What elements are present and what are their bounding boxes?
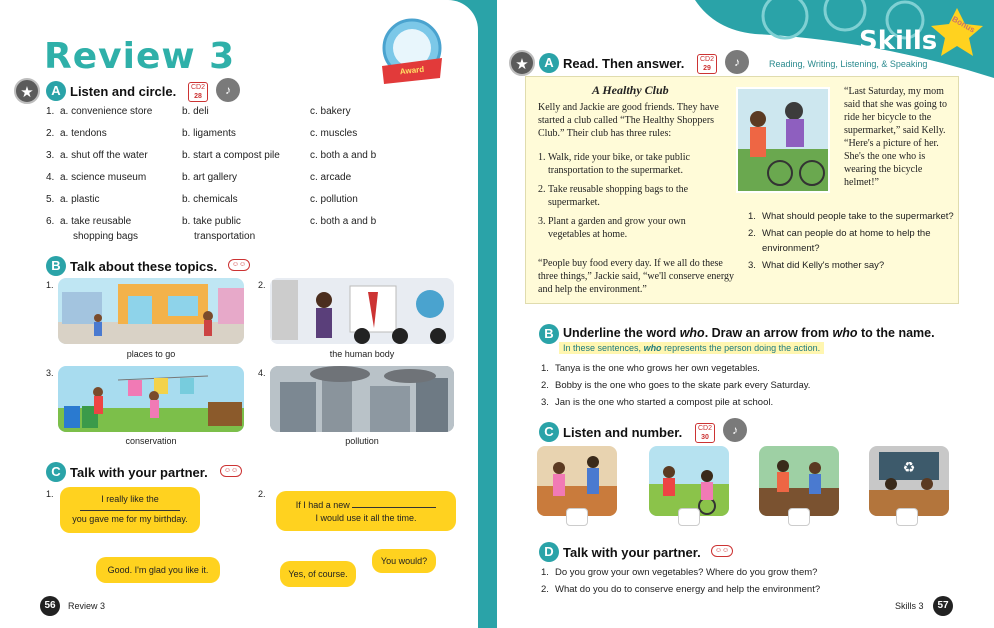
page-number: 57 — [933, 596, 953, 616]
topic-1-caption: places to go — [126, 349, 176, 359]
rule-num: 3. — [538, 216, 546, 227]
question-text: What did Kelly's mother say? — [762, 260, 885, 271]
choice-number: 1. — [46, 106, 55, 117]
choice-number: 2. — [46, 128, 55, 139]
section-d-letter: D — [539, 542, 559, 562]
topic-2-caption: the human body — [329, 349, 395, 359]
section-b-title: Talk about these topics. — [70, 259, 218, 274]
note-part: represents the person doing the action. — [661, 343, 821, 353]
section-b-letter: B — [46, 256, 66, 276]
rule-text: Take reusable shopping bags to the supermarket. — [548, 184, 689, 208]
grammar-note — [559, 342, 824, 354]
speaker-icon[interactable]: ♪ — [723, 418, 747, 442]
sentence-text: Tanya is the one who grows her own vegetables. — [555, 363, 760, 374]
choice-b[interactable]: b. chemicals — [182, 194, 238, 205]
choice-b[interactable]: b. deli — [182, 106, 209, 117]
choice-a[interactable]: a. plastic — [60, 194, 100, 205]
listen-scene-3 — [759, 446, 839, 516]
choice-b-cont: transportation — [194, 231, 256, 242]
story-quote: “People buy food every day. If we all do these three things,” Jackie said, “we'll conserve energy and help the environment.” — [538, 258, 734, 295]
discussion-text: What do you do to conserve energy and help the environment? — [555, 584, 821, 595]
sentence-item — [541, 394, 961, 411]
rule-item — [538, 151, 728, 177]
cd-track-number: 29 — [703, 65, 711, 72]
living-room-illustration — [537, 446, 617, 516]
choice-a[interactable]: a. science museum — [60, 172, 147, 183]
topic-3-num: 3. — [46, 368, 54, 378]
skate-park-illustration — [649, 446, 729, 516]
pair-talk-icon: ☺☺ — [228, 259, 250, 271]
choice-a[interactable]: a. take reusable — [60, 216, 132, 227]
choice-b[interactable]: b. start a compost pile — [182, 150, 280, 161]
choice-b[interactable]: b. take public — [182, 216, 241, 227]
topic-4-caption: pollution — [345, 436, 379, 446]
dialog-1-num: 1. — [46, 489, 54, 499]
bubble-1-line-3: you gave me for my birthday. — [72, 514, 188, 524]
svg-text:♻: ♻ — [902, 460, 916, 476]
number-answer-box[interactable] — [788, 508, 810, 526]
backyard-illustration — [58, 366, 244, 432]
question-text: What should people take to the supermarket? — [762, 211, 954, 222]
sentence-num: 1. — [541, 363, 549, 374]
topic-1-num: 1. — [46, 280, 54, 290]
award-badge — [378, 18, 446, 86]
choice-number: 5. — [46, 194, 55, 205]
cd-track-badge — [695, 423, 715, 443]
topic-4-num: 4. — [258, 368, 266, 378]
speaker-icon[interactable]: ♪ — [216, 78, 240, 102]
right-page — [497, 0, 994, 628]
rule-item — [538, 183, 728, 209]
section-c-title: Talk with your partner. — [70, 465, 208, 480]
section-a-letter: A — [539, 53, 559, 73]
banner-subtitle: Reading, Writing, Listening, & Speaking — [769, 59, 928, 69]
section-a-title: Read. Then answer. — [563, 56, 685, 71]
discussion-list — [541, 564, 961, 598]
note-part: In these sentences, — [563, 343, 644, 353]
sentence-text: Jan is the one who started a compost pile at school. — [555, 397, 774, 408]
listen-scene-2 — [649, 446, 729, 516]
question-num: 3. — [748, 260, 756, 271]
number-answer-box[interactable] — [896, 508, 918, 526]
section-a-title: Listen and circle. — [70, 84, 177, 99]
speech-bubble-4: You would? — [372, 549, 436, 573]
cd-label: CD2 — [191, 84, 206, 91]
question-text: What can people do at home to help the environment? — [762, 228, 931, 254]
discussion-text: Do you grow your own vegetables? Where do you grow them? — [555, 567, 818, 578]
sentence-list — [541, 360, 961, 411]
choice-c[interactable]: c. both a and b — [310, 150, 377, 161]
number-answer-box[interactable] — [678, 508, 700, 526]
rule-text: Walk, ride your bike, or take public transportation to the supermarket. — [548, 152, 690, 176]
choice-a[interactable]: a. tendons — [60, 128, 107, 139]
question-item — [748, 226, 954, 256]
sentence-item — [541, 377, 961, 394]
rules-list — [538, 151, 728, 241]
bonus-label: Bonus — [950, 14, 977, 35]
side-paragraph: “Last Saturday, my mom said that she was going to ride her bicycle to the supermarket,” said Kelly. “Here's a picture of her. She's the one who is wearing the bicycle helmet!” — [844, 86, 948, 188]
star-icon: ★ — [14, 78, 40, 104]
mother-on-bicycle-illustration — [738, 89, 828, 191]
section-d-title: Talk with your partner. — [563, 545, 701, 560]
topic-2-num: 2. — [258, 280, 266, 290]
reading-passage-box — [525, 76, 959, 304]
bubble-1-line-1: I really like the — [101, 494, 159, 504]
award-rosette-icon — [378, 18, 446, 92]
pair-talk-icon: ☺☺ — [220, 465, 242, 477]
choice-c[interactable]: c. arcade — [310, 172, 352, 183]
cd-track-number: 28 — [194, 93, 202, 100]
footer-label: Skills 3 — [895, 601, 924, 611]
story-intro: Kelly and Jackie are good friends. They have started a club called “The Healthy Shoppers Club.” Their club has three rules: — [538, 102, 719, 139]
question-item — [748, 258, 954, 273]
speech-bubble-3 — [276, 491, 456, 531]
speech-bubble-5: Yes, of course. — [280, 561, 356, 587]
section-c-letter: C — [46, 462, 66, 482]
choice-c[interactable]: c. pollution — [310, 194, 358, 205]
sentence-text: Bobby is the one who goes to the skate park every Saturday. — [555, 380, 811, 391]
choice-b[interactable]: b. ligaments — [182, 128, 236, 139]
bicycle-photo — [736, 87, 830, 193]
classroom-illustration — [270, 278, 454, 344]
title-who: who — [679, 326, 705, 340]
question-num: 2. — [748, 228, 756, 239]
topic-conservation-image — [58, 366, 244, 432]
choice-c[interactable]: c. bakery — [310, 106, 351, 117]
choice-c[interactable]: c. muscles — [310, 128, 358, 139]
title-part: . Draw an arrow from — [704, 326, 833, 340]
city-smog-illustration — [270, 366, 454, 432]
speech-bubble-1 — [60, 487, 200, 533]
note-who: who — [643, 343, 662, 353]
listen-scene-1 — [537, 446, 617, 516]
choice-number: 4. — [46, 172, 55, 183]
cd-label: CD2 — [698, 425, 713, 432]
bubble-3-text-1: If I had a new — [295, 500, 350, 510]
section-c-title: Listen and number. — [563, 425, 683, 440]
award-label: Award — [399, 64, 425, 77]
speaker-icon[interactable]: ♪ — [725, 50, 749, 74]
classroom-recycling-illustration — [869, 446, 949, 516]
story-title: A Healthy Club — [592, 83, 669, 97]
bubble-3-line-1 — [276, 499, 456, 512]
page-number: 56 — [40, 596, 60, 616]
pair-talk-icon: ☺☺ — [711, 545, 733, 557]
choice-number: 3. — [46, 150, 55, 161]
title-part: Underline the word — [563, 326, 680, 340]
cd-track-badge — [188, 82, 208, 102]
garden-illustration — [759, 446, 839, 516]
section-b-title — [563, 326, 935, 340]
speech-bubble-2: Good. I'm glad you like it. — [96, 557, 220, 583]
topic-3-caption: conservation — [125, 436, 177, 446]
section-b-letter: B — [539, 324, 559, 344]
title-part: to the name. — [857, 326, 935, 340]
star-icon: ★ — [509, 50, 535, 76]
discussion-num: 1. — [541, 567, 549, 578]
rule-item — [538, 215, 728, 241]
choice-a-cont: shopping bags — [73, 231, 139, 242]
topic-body-image — [270, 278, 454, 344]
title-who: who — [832, 326, 858, 340]
section-c-letter: C — [539, 422, 559, 442]
discussion-num: 2. — [541, 584, 549, 595]
choice-b[interactable]: b. art gallery — [182, 172, 238, 183]
dialog-2-num: 2. — [258, 489, 266, 499]
topic-places-image — [58, 278, 244, 344]
sentence-num: 3. — [541, 397, 549, 408]
discussion-item — [541, 564, 961, 581]
cd-label: CD2 — [700, 56, 715, 63]
topic-pollution-image — [270, 366, 454, 432]
cd-track-number: 30 — [701, 434, 709, 441]
rule-num: 2. — [538, 184, 546, 195]
shopping-street-illustration — [58, 278, 244, 344]
choice-a[interactable]: a. shut off the water — [60, 150, 148, 161]
cd-track-badge — [697, 54, 717, 74]
choice-number: 6. — [46, 216, 55, 227]
question-item — [748, 209, 954, 224]
sentence-num: 2. — [541, 380, 549, 391]
discussion-item — [541, 581, 961, 598]
bubble-3-line-2: I would use it all the time. — [315, 513, 417, 523]
blank-line — [80, 507, 180, 511]
blank-line — [352, 502, 436, 508]
question-num: 1. — [748, 211, 756, 222]
number-answer-box[interactable] — [566, 508, 588, 526]
section-a-letter: A — [46, 81, 66, 101]
choice-a[interactable]: a. convenience store — [60, 106, 153, 117]
footer-label: Review 3 — [68, 601, 106, 611]
rule-num: 1. — [538, 152, 546, 163]
questions-list — [748, 209, 954, 273]
choice-c[interactable]: c. both a and b — [310, 216, 377, 227]
banner-title: Skills — [859, 26, 938, 56]
rule-text: Plant a garden and grow your own vegetables at home. — [548, 216, 686, 240]
listen-scene-4 — [869, 446, 949, 516]
page-title: Review 3 — [44, 36, 236, 77]
sentence-item — [541, 360, 961, 377]
